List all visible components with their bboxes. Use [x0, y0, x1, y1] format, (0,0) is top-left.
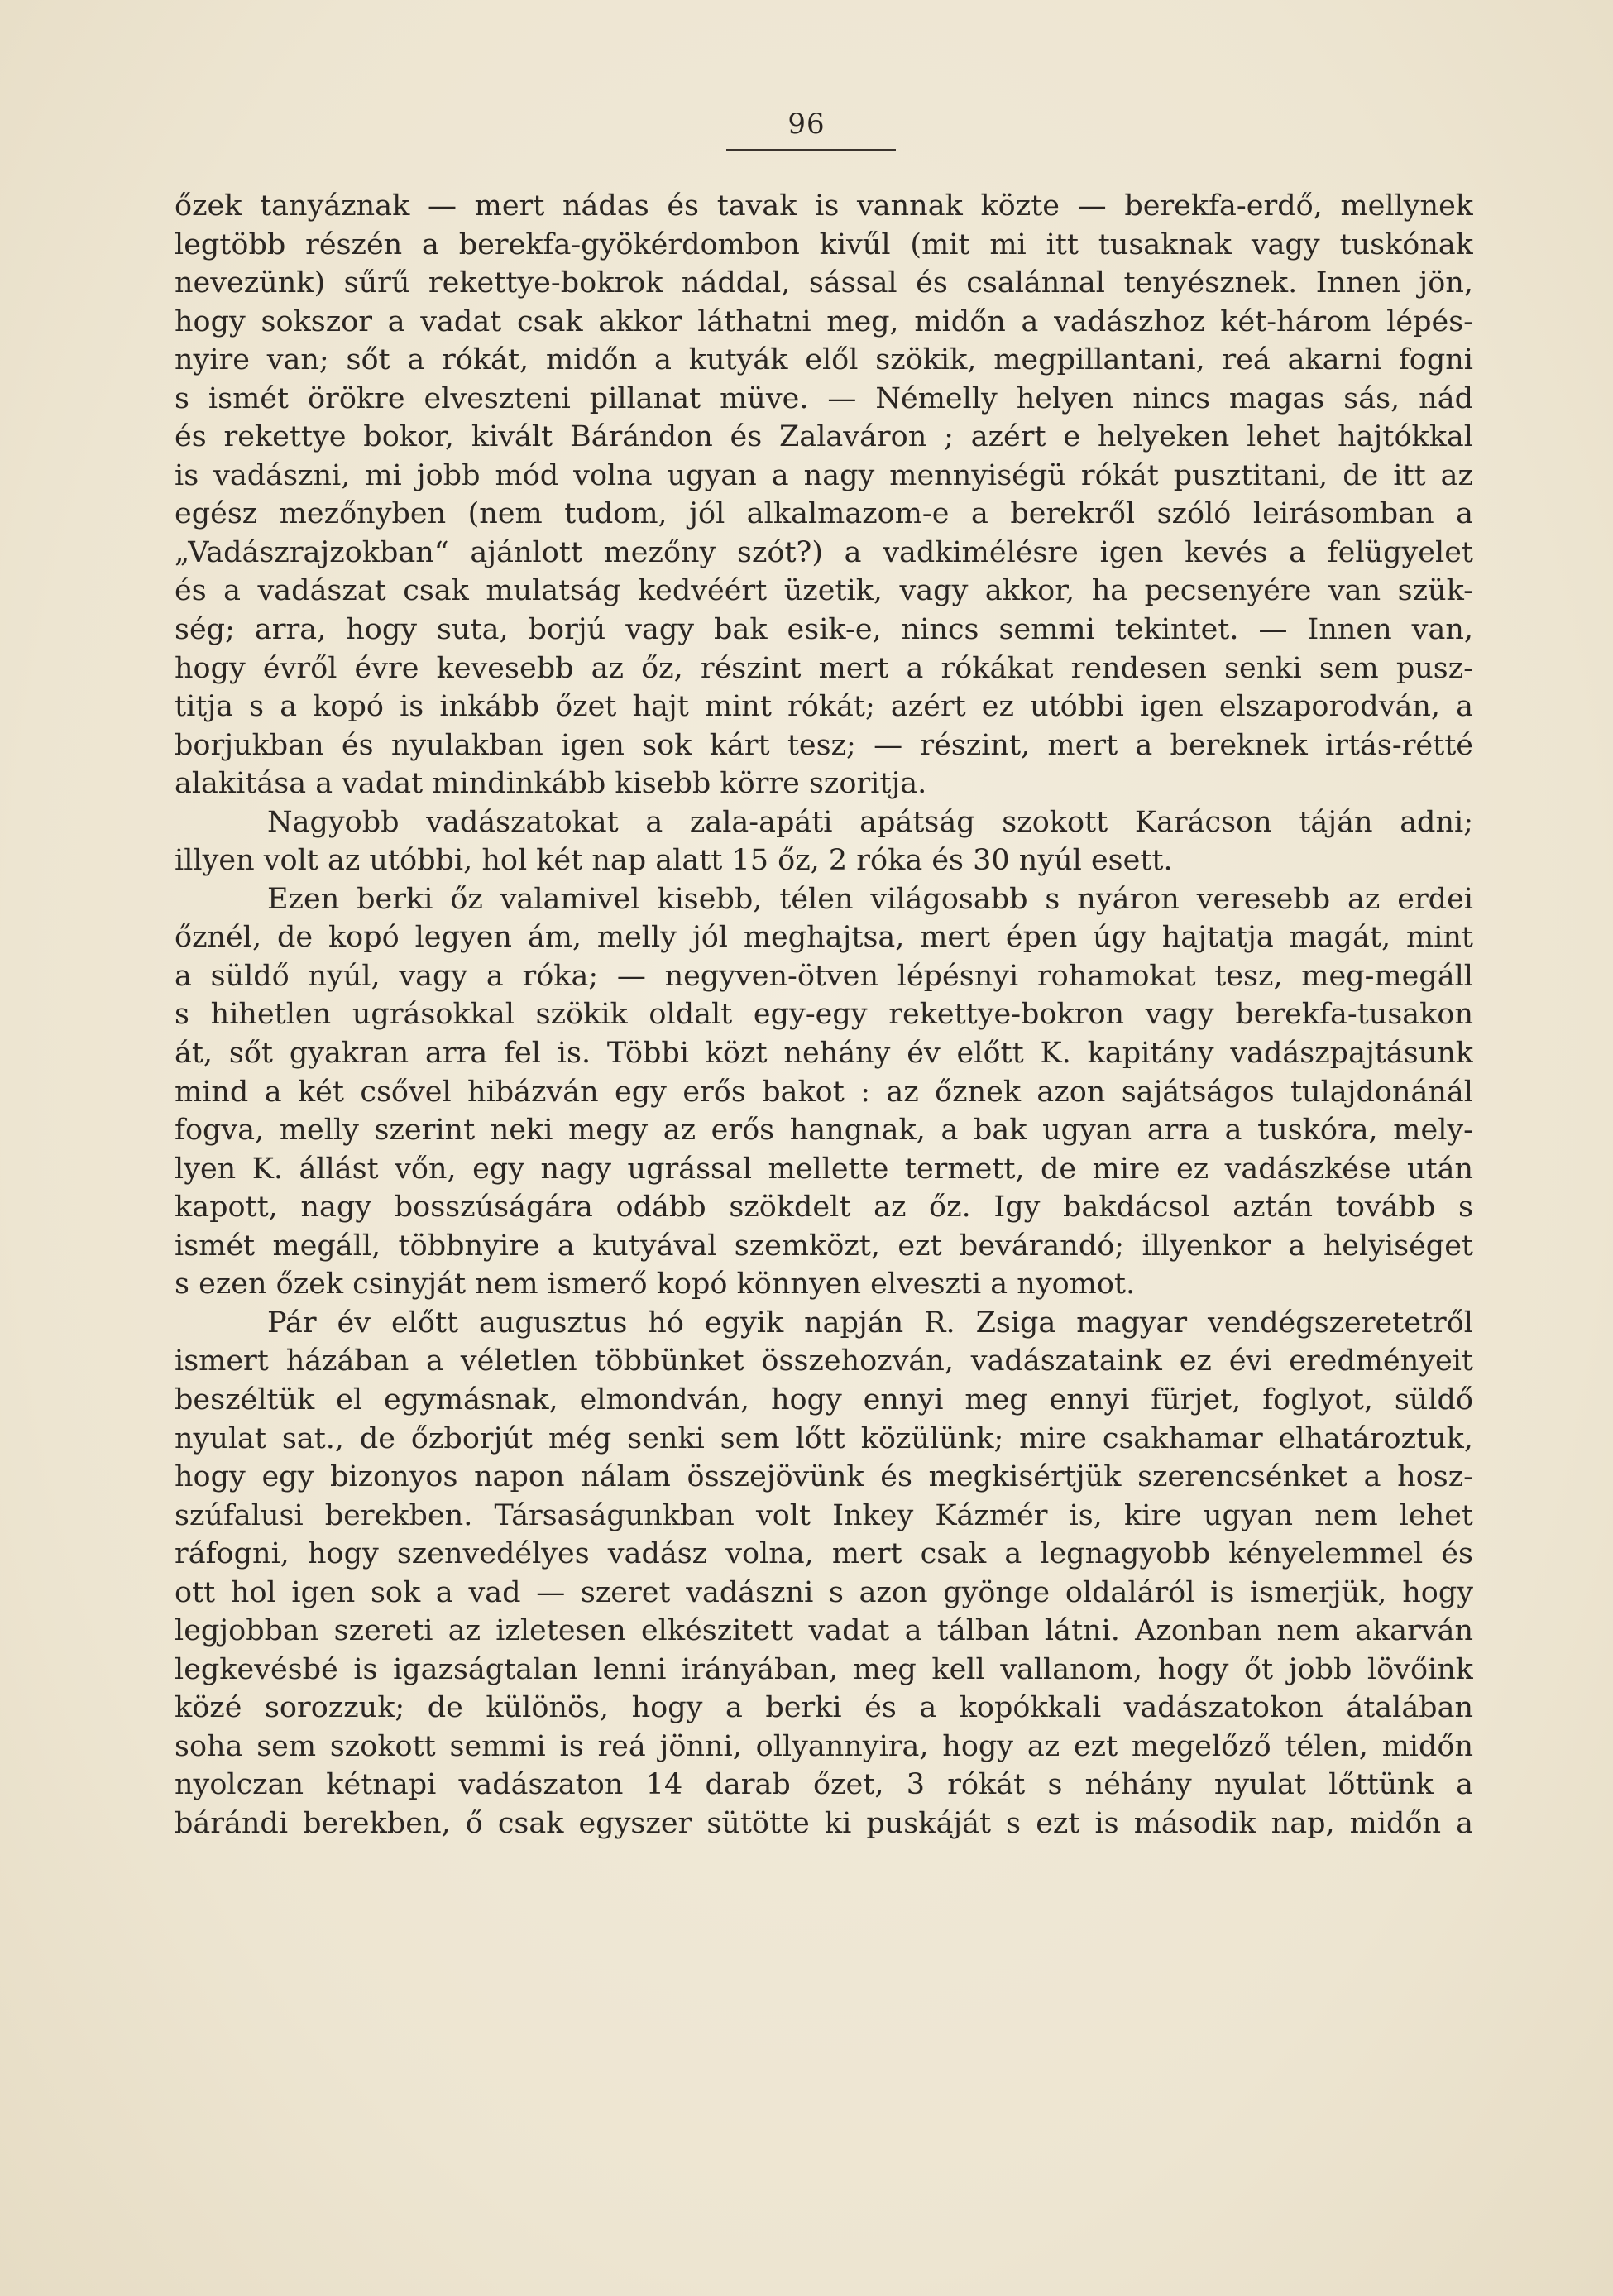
- text-line: fogva, melly szerint neki megy az erős hangnak, a bak ugyan arra a tuskóra, mely-: [175, 1114, 1473, 1148]
- text-line: Ezen berki őz valamivel kisebb, télen világosabb s nyáron veresebb az erdei: [267, 882, 1473, 916]
- header-rule: [726, 149, 896, 151]
- text-line: Nagyobb vadászatokat a zala-apáti apátság szokott Karácson táján adni;: [267, 805, 1473, 839]
- text-line: legjobban szereti az izletesen elkészitett vadat a tálban látni. Azonban nem akarván: [175, 1614, 1473, 1648]
- text-line: s ismét örökre elveszteni pillanat müve. — Némelly helyen nincs magas sás, nád: [175, 381, 1473, 415]
- text-line: beszéltük el egymásnak, elmondván, hogy ennyi meg ennyi fürjet, foglyot, süldő: [175, 1383, 1473, 1416]
- text-line: mind a két csővel hibázván egy erős bakot : az őznek azon sajátságos tulajdonánál: [175, 1075, 1473, 1109]
- text-line: Pár év előtt augusztus hó egyik napján R. Zsiga magyar vendégszeretetről: [267, 1306, 1473, 1340]
- text-line: kapott, nagy bosszúságára odább szökdelt az őz. Igy bakdácsol aztán tovább s: [175, 1191, 1473, 1225]
- text-line: egész mezőnyben (nem tudom, jól alkalmazom-e a berekről szóló leirásomban a: [175, 497, 1473, 531]
- text-line: ott hol igen sok a vad — szeret vadászni s azon gyönge oldaláról is ismerjük, hogy: [175, 1575, 1473, 1609]
- text-line: hogy évről évre kevesebb az őz, részint mert a rókákat rendesen senki sem pusz-: [175, 651, 1473, 685]
- text-line: alakitása a vadat mindinkább kisebb körre szoritja.: [175, 767, 927, 801]
- text-line: át, sőt gyakran arra fel is. Többi közt nehány év előtt K. kapitány vadászpajtásunk: [175, 1037, 1473, 1071]
- text-line: nevezünk) sűrű rekettye-bokrok náddal, sással és csalánnal tenyésznek. Innen jön,: [175, 266, 1473, 300]
- text-line: legtöbb részén a berekfa-gyökérdombon kivűl (mit mi itt tusaknak vagy tuskónak: [175, 228, 1473, 261]
- text-line: nyire van; sőt a rókát, midőn a kutyák elől szökik, megpillantani, reá akarni fogni: [175, 343, 1473, 377]
- page-number: 96: [787, 108, 826, 141]
- text-line: borjukban és nyulakban igen sok kárt tesz; — részint, mert a bereknek irtás-rétté: [175, 728, 1473, 762]
- text-line: szúfalusi berekben. Társaságunkban volt Inkey Kázmér is, kire ugyan nem lehet: [175, 1498, 1473, 1532]
- text-line: ráfogni, hogy szenvedélyes vadász volna, mert csak a legnagyobb kényelemmel és: [175, 1537, 1473, 1571]
- text-line: ismét megáll, többnyire a kutyával szemközt, ezt bevárandó; illyenkor a helyiséget: [175, 1229, 1473, 1263]
- text-line: is vadászni, mi jobb mód volna ugyan a nagy mennyiségü rókát pusztitani, de itt az: [175, 458, 1473, 492]
- text-line: nyolczan kétnapi vadászaton 14 darab őzet, 3 rókát s néhány nyulat lőttünk a: [175, 1768, 1473, 1802]
- text-line: ség; arra, hogy suta, borjú vagy bak esik-e, nincs semmi tekintet. — Innen van,: [175, 613, 1473, 647]
- text-line: közé sorozzuk; de különös, hogy a berki és a kopókkali vadászatokon átalában: [175, 1691, 1473, 1725]
- text-line: soha sem szokott semmi is reá jönni, ollyannyira, hogy az ezt megelőző télen, midőn: [175, 1729, 1473, 1763]
- text-line: lyen K. állást vőn, egy nagy ugrással mellette termett, de mire ez vadászkése után: [175, 1152, 1473, 1186]
- body-text: [175, 187, 1473, 1843]
- text-line: és a vadászat csak mulatság kedvéért üzetik, vagy akkor, ha pecsenyére van szük-: [175, 574, 1473, 608]
- text-line: legkevésbé is igazságtalan lenni irányában, meg kell vallanom, hogy őt jobb lövőink: [175, 1652, 1473, 1686]
- text-line: a süldő nyúl, vagy a róka; — negyven-ötven lépésnyi rohamokat tesz, meg-megáll: [175, 959, 1473, 993]
- text-line: s hihetlen ugrásokkal szökik oldalt egy-egy rekettye-bokron vagy berekfa-tusakon: [175, 998, 1473, 1032]
- text-line: „Vadászrajzokban“ ajánlott mezőny szót?) a vadkimélésre igen kevés a felügyelet: [175, 535, 1473, 569]
- text-line: őznél, de kopó legyen ám, melly jól meghajtsa, mert épen úgy hajtatja magát, mint: [175, 921, 1473, 955]
- text-line: ismert házában a véletlen többünket összehozván, vadászataink ez évi eredményeit: [175, 1345, 1473, 1378]
- text-line: őzek tanyáznak — mert nádas és tavak is vannak közte — berekfa-erdő, mellynek: [175, 189, 1473, 223]
- text-line: illyen volt az utóbbi, hol két nap alatt 15 őz, 2 róka és 30 nyúl esett.: [175, 844, 1173, 878]
- text-line: bárándi berekben, ő csak egyszer sütötte ki puskáját s ezt is második nap, midőn a: [175, 1806, 1473, 1840]
- text-line: titja s a kopó is inkább őzet hajt mint rókát; azért ez utóbbi igen elszaporodván, a: [175, 690, 1473, 724]
- text-line: s ezen őzek csinyját nem ismerő kopó könnyen elveszti a nyomot.: [175, 1268, 1136, 1301]
- text-line: hogy egy bizonyos napon nálam összejövünk és megkisértjük szerencsénket a hosz-: [175, 1460, 1473, 1494]
- text-line: nyulat sat., de őzborjút még senki sem lőtt közülünk; mire csakhamar elhatároztuk,: [175, 1421, 1473, 1455]
- text-line: és rekettye bokor, kivált Bárándon és Zalaváron ; azért e helyeken lehet hajtókkal: [175, 420, 1473, 454]
- text-line: hogy sokszor a vadat csak akkor láthatni meg, midőn a vadászhoz két-három lépés-: [175, 304, 1473, 338]
